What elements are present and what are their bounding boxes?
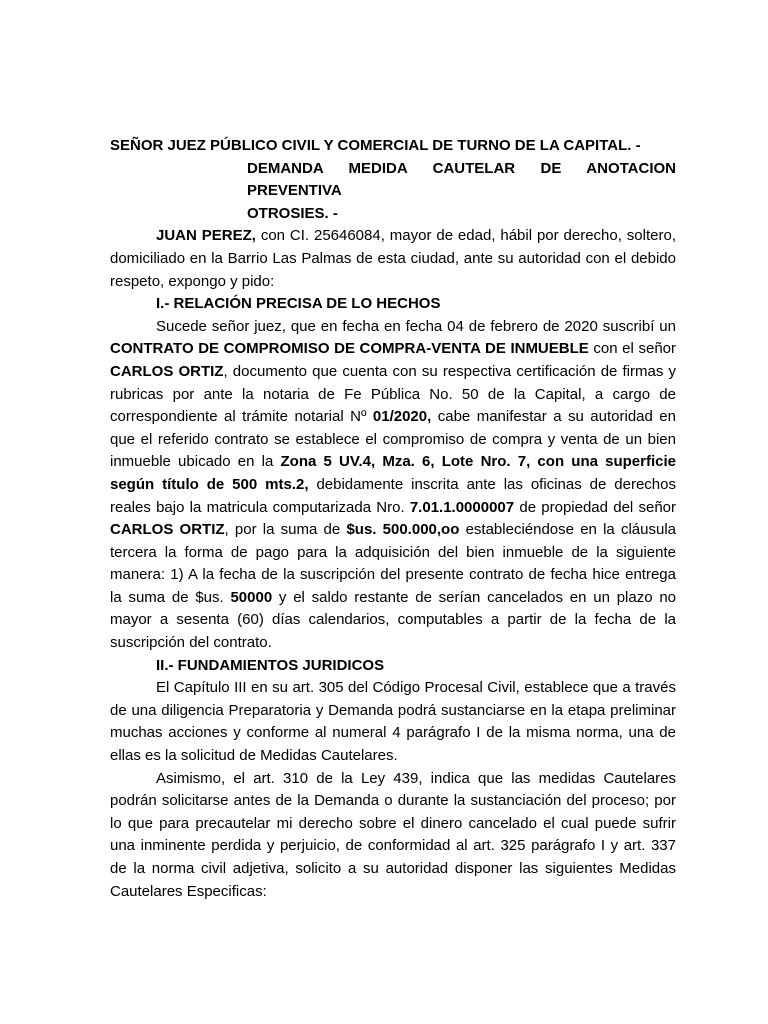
- intro-text: con CI. 25646084, mayor de edad, hábil por derecho, soltero, domiciliado en la Barrio Las Palmas de esta ciudad, ante su autoridad con el debido respeto, expongo y pido:: [110, 227, 677, 290]
- legal-paragraph-2: Asimismo, el art. 310 de la Ley 439, indica que las medidas Cautelares podrán solicitarse antes de la Demanda o durante la sustanciación del proceso; por lo que para precautelar mi derecho sobre el dinero cancelado el cual puede sufrir una inminente perdida y perjuicio, de conformidad al art. 325 parágrafo I y art. 337 de la norma civil adjetiva, solicito a su autoridad disponer las siguientes Medidas Cautelares Especificas:: [110, 769, 676, 900]
- facts-text-3: , documento que cuenta con su respectiva certificación de firmas y rubricas por ante la notaria de Fe Pública No. 50 de la Capital, a cargo de correspondiente al trámite notarial Nº: [110, 362, 676, 426]
- facts-text-8: estableciéndose en la cláusula tercera la forma de pago para la adquisición del bien inmueble de la siguiente manera: 1) A la fecha de la suscripción del presente contrato de fecha hice entrega la suma de $us.: [110, 521, 676, 606]
- seller-name: CARLOS ORTIZ: [110, 362, 224, 380]
- facts-text-4: cabe manifestar a su autoridad en que el referido contrato se establece el compromiso de compra y venta de un bien inmueble ubicado en la: [110, 408, 676, 471]
- legal-paragraph-1: El Capítulo III en su art. 305 del Código Procesal Civil, establece que a través de una diligencia Preparatoria y Demanda podrá sustanciarse en la etapa preliminar muchas acciones y conforme al numeral 4 parágrafo I de la misma norma, una de ellas es la solicitud de Medidas Cautelares.: [110, 679, 676, 765]
- facts-text-6: de propiedad del señor: [514, 498, 676, 516]
- notarial-number: 01/2020,: [372, 408, 432, 426]
- contract-name: CONTRATO DE COMPROMISO DE COMPRA-VENTA DE INMUEBLE: [110, 340, 589, 358]
- subject-line-1: DEMANDA MEDIDA CAUTELAR DE ANOTACION: [247, 159, 676, 177]
- facts-text-9: y el saldo restante de serían cancelados en un plazo no mayor a sesenta (60) días calendarios, computables a partir de la fecha de la suscripción del contrato.: [110, 588, 676, 652]
- plaintiff-name: JUAN PEREZ,: [156, 227, 256, 245]
- owner-name: CARLOS ORTIZ: [110, 521, 225, 539]
- intro-paragraph: [110, 225, 676, 293]
- registry-number: 7.01.1.0000007: [409, 498, 515, 516]
- section-heading-facts: I.- RELACIÓN PRECISA DE LO HECHOS: [156, 295, 441, 313]
- down-payment: 50000: [230, 588, 273, 606]
- facts-text-1: Sucede señor juez, que en fecha en fecha 04 de febrero de 2020 suscribí un: [156, 317, 676, 335]
- document-page: [110, 135, 676, 903]
- facts-text-7: , por la suma de: [224, 521, 347, 539]
- sale-price: $us. 500.000,oo: [346, 521, 460, 539]
- document-title: SEÑOR JUEZ PÚBLICO CIVIL Y COMERCIAL DE TURNO DE LA CAPITAL. -: [110, 137, 641, 154]
- facts-text-5: debidamente inscrita ante las oficinas de derechos reales bajo la matricula computarizada Nro.: [110, 475, 676, 516]
- section-heading-legal: II.- FUNDAMIENTOS JURIDICOS: [156, 656, 385, 674]
- property-location: Zona 5 UV.4, Mza. 6, Lote Nro. 7, con una superficie según título de 500 mts.2,: [110, 453, 676, 493]
- facts-paragraph: [110, 316, 676, 655]
- subject-line-3: OTROSIES. -: [247, 204, 338, 222]
- facts-text-2: con el señor: [588, 340, 676, 358]
- subject-line-2: PREVENTIVA: [247, 182, 342, 200]
